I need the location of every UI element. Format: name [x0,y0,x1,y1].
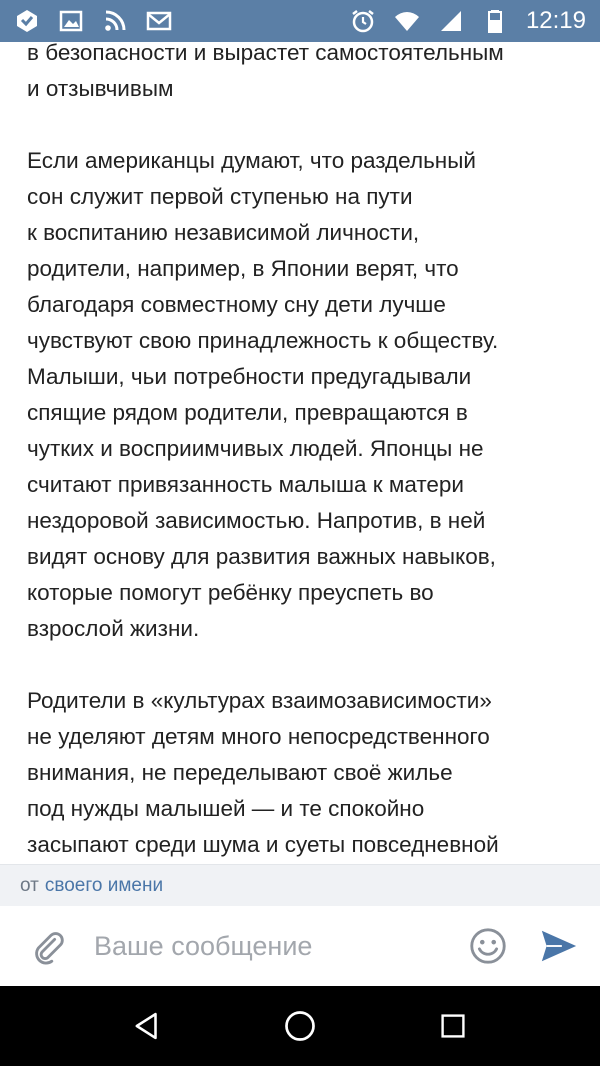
vk-notification-icon [14,8,40,34]
text-line: взрослой жизни. [27,616,200,641]
sender-prefix: от [20,874,39,896]
send-icon[interactable] [538,925,580,967]
text-line: благодаря совместному сну дети лучше [27,292,446,317]
text-line: засыпают среди шума и суеты повседневной [27,832,499,857]
status-bar [0,0,600,42]
paragraph [27,683,576,863]
paperclip-icon[interactable] [28,926,68,966]
status-bar-system [350,7,586,35]
status-bar-notifications [14,8,172,34]
message-input[interactable] [94,921,466,971]
signal-icon [438,8,464,34]
text-line: видят основу для развития важных навыков, [27,544,496,569]
text-line: чутких и восприимчивых людей. Японцы не [27,436,484,461]
sender-selector[interactable] [0,864,600,906]
text-line: Малыши, чьи потребности предугадывали [27,364,472,389]
text-line: под нужды малышей — и те спокойно [27,796,425,821]
wifi-icon [394,8,420,34]
paragraph [27,42,576,107]
text-line: в безопасности и вырастет самостоятельным [27,42,504,65]
paragraph [27,143,576,647]
text-line: к воспитанию независимой личности, [27,220,420,245]
text-line: которые помогут ребёнку преуспеть во [27,580,434,605]
android-nav-bar [0,986,600,1066]
mail-icon [146,8,172,34]
text-line: родители, например, в Японии верят, что [27,256,459,281]
battery-icon [482,8,508,34]
message-text [0,42,600,864]
text-line: не уделяют детям много непосредственного [27,724,490,749]
back-icon[interactable] [117,996,177,1056]
text-line: сон служит первой ступенью на пути [27,184,413,209]
message-composer [0,906,600,986]
text-line: Если американцы думают, что раздельный [27,148,476,173]
text-line: Родители в «культурах взаимозависимости» [27,688,492,713]
recents-icon[interactable] [423,996,483,1056]
sender-name-link[interactable]: своего имени [44,874,164,896]
text-line: считают привязанность малыша к матери [27,472,464,497]
text-line: нездоровой зависимостью. Напротив, в ней [27,508,486,533]
text-line: и отзывчивым [27,76,174,101]
home-icon[interactable] [270,996,330,1056]
status-time: 12:19 [525,7,586,34]
text-line: внимания, не переделывают своё жилье [27,760,453,785]
rss-icon [102,8,128,34]
text-line: чувствуют свою принадлежность к обществу. [27,328,499,353]
image-icon [58,8,84,34]
alarm-icon [350,8,376,34]
smiley-icon[interactable] [466,924,510,968]
text-line: спящие рядом родители, превращаются в [27,400,468,425]
